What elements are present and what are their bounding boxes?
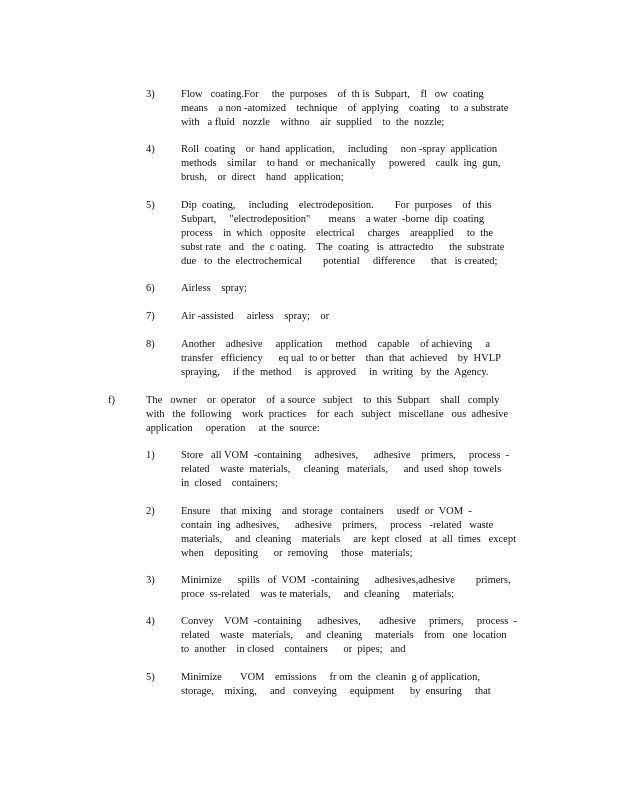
item-text-line: The owner or operator of a source subject to this Subpart shall comply bbox=[146, 395, 500, 406]
item-text-line: with a fluid nozzle withno air supplied to the nozzle; bbox=[181, 117, 445, 128]
item-number: 4) bbox=[146, 616, 155, 627]
item-text-line: process in which opposite electrical charges areapplied to the bbox=[181, 228, 494, 239]
item-number: 5) bbox=[146, 672, 155, 683]
item-text-line: Roll coating or hand application, including non -spray application bbox=[181, 144, 498, 155]
item-text-line: to another in closed containers or pipes; and bbox=[181, 644, 406, 655]
item-text-line: transfer efficiency eq ual to or better than that achieved by HVLP bbox=[181, 353, 501, 364]
item-text-line: Minimize spills of VOM -containing adhesives,adhesive primers, bbox=[181, 575, 511, 586]
item-text-line: application operation at the source: bbox=[146, 423, 320, 434]
item-text-line: with the following work practices for each subject miscellane ous adhesive bbox=[146, 409, 509, 420]
item-text-line: methods similar to hand or mechanically powered caulk ing gun, bbox=[181, 158, 501, 169]
item-text-line: Convey VOM -containing adhesives, adhesive primers, process - bbox=[181, 616, 518, 627]
item-number: 6) bbox=[146, 283, 155, 294]
item-text-line: related waste materials, and cleaning materials from one location bbox=[181, 630, 507, 641]
item-text-line: proce ss-related was te materials, and cleaning materials; bbox=[181, 589, 455, 600]
item-text-line: Ensure that mixing and storage containers usedf or VOM - bbox=[181, 506, 472, 517]
item-text-line: subst rate and the c oating. The coating is attractedto the substrate bbox=[181, 242, 505, 253]
item-text-line: brush, or direct hand application; bbox=[181, 172, 344, 183]
item-text-line: storage, mixing, and conveying equipment by ensuring that bbox=[181, 686, 491, 697]
item-text-line: spraying, if the method is approved in writing by the Agency. bbox=[181, 367, 489, 378]
item-text-line: Dip coating, including electrodeposition. For purposes of this bbox=[181, 200, 492, 211]
item-number: 5) bbox=[146, 200, 155, 211]
item-text-line: Minimize VOM emissions fr om the cleanin g of application, bbox=[181, 672, 481, 683]
item-text-line: Another adhesive application method capable of achieving a bbox=[181, 339, 491, 350]
item-text-line: due to the electrochemical potential difference that is created; bbox=[181, 256, 498, 267]
item-number: 3) bbox=[146, 89, 155, 100]
item-text-line: in closed containers; bbox=[181, 478, 278, 489]
item-text-line: contain ing adhesives, adhesive primers, process -related waste bbox=[181, 520, 494, 531]
item-text-line: Flow coating.For the purposes of th is Subpart, fl ow coating bbox=[181, 89, 484, 100]
item-text-line: Subpart, "electrodeposition" means a water -borne dip coating bbox=[181, 214, 485, 225]
item-text-line: when depositing or removing those materials; bbox=[181, 548, 413, 559]
item-text-line: Airless spray; bbox=[181, 283, 247, 294]
item-text-line: related waste materials, cleaning materials, and used shop towels bbox=[181, 464, 502, 475]
item-number: 4) bbox=[146, 144, 155, 155]
item-number: 8) bbox=[146, 339, 155, 350]
item-text-line: Store all VOM -containing adhesives, adhesive primers, process - bbox=[181, 450, 510, 461]
item-number: 1) bbox=[146, 450, 155, 461]
item-number: f) bbox=[108, 395, 115, 406]
item-number: 2) bbox=[146, 506, 155, 517]
item-text-line: Air -assisted airless spray; or bbox=[181, 311, 330, 322]
item-text-line: materials, and cleaning materials are kept closed at all times except bbox=[181, 534, 517, 545]
item-number: 3) bbox=[146, 575, 155, 586]
item-text-line: means a non -atomized technique of applying coating to a substrate bbox=[181, 103, 509, 114]
item-number: 7) bbox=[146, 311, 155, 322]
